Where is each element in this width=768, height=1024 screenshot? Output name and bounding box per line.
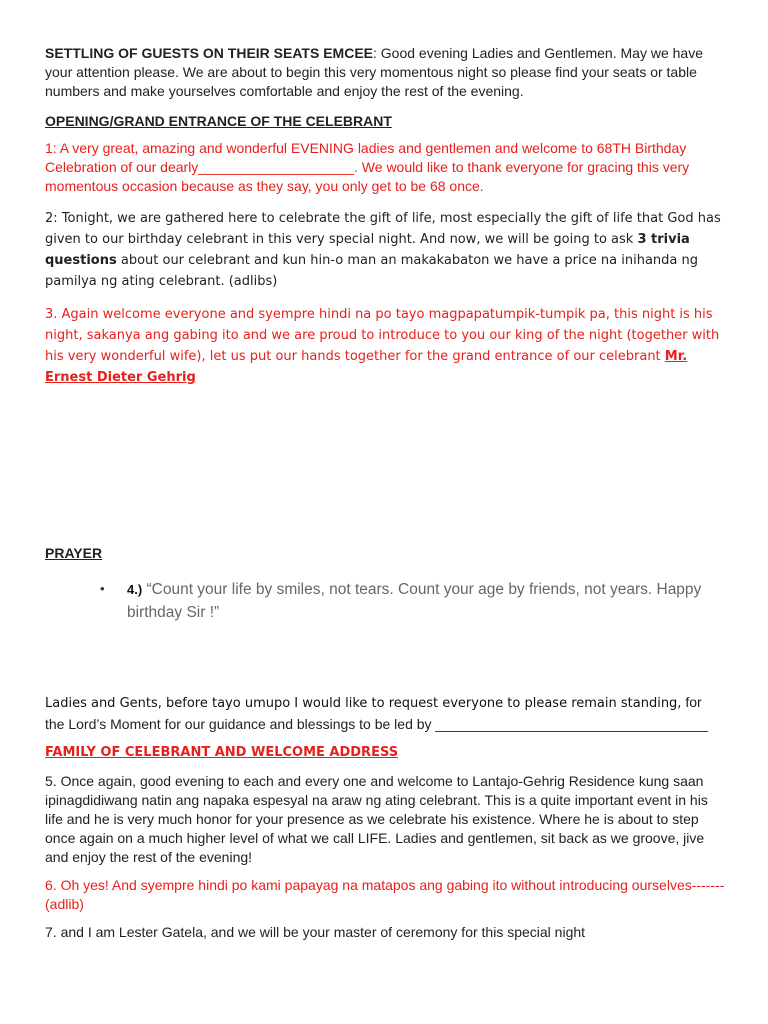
- ladies-and-gents-paragraph: [45, 692, 725, 736]
- settling-guests-heading: SETTLING OF GUESTS ON THEIR SEATS EMCEE: [45, 45, 373, 61]
- family-welcome-heading: FAMILY OF CELEBRANT AND WELCOME ADDRESS: [45, 745, 399, 760]
- paragraph-3: [45, 304, 725, 388]
- opening-entrance-heading: OPENING/GRAND ENTRANCE OF THE CELEBRANT: [45, 113, 392, 129]
- paragraph-2-number: 2:: [45, 211, 58, 226]
- birthday-quote: [100, 578, 724, 624]
- trivia-questions-emphasis: 3 trivia questions: [45, 232, 690, 268]
- paragraph-6: 6. Oh yes! And syempre hindi po kami papayag na matapos ang gabing ito without introducing ourselves-------(adlib): [45, 877, 725, 912]
- paragraph-7: 7. and I am Lester Gatela, and we will be your master of ceremony for this special night: [45, 924, 586, 940]
- paragraph-3-number: 3.: [45, 307, 58, 322]
- celebrant-name: Mr. Ernest Dieter Gehrig: [45, 349, 688, 385]
- paragraph-2-text-b: about our celebrant and kun hin-o man an makakabaton we have a price na inihanda ng pamilya ng ating celebrant. (adlibs): [45, 253, 698, 289]
- paragraph-2-text-a: Tonight, we are gathered here to celebrate the gift of life, most especially the gift of life that God has given to our birthday celebrant in this very special night. And now, we will be going to ask: [45, 211, 721, 247]
- settling-guests-paragraph: [45, 44, 725, 101]
- quote-text: [127, 578, 724, 624]
- bullet-icon: •: [100, 581, 105, 596]
- prayer-heading: PRAYER: [45, 545, 103, 561]
- quote-number: 4.): [127, 582, 143, 597]
- ladies-and-gents-lead: Ladies and Gents, before tayo umupo I would like to request everyone to please remain standing,: [45, 696, 682, 711]
- paragraph-2: [45, 208, 725, 292]
- paragraph-3-text: Again welcome everyone and syempre hindi na po tayo magpapatumpik-tumpik pa, this night is his night, sakanya ang gabing ito and we are proud to introduce to you our king of the night (together with his very wonderful wife), let us put our hands together for the grand entrance of our celebrant: [45, 307, 720, 364]
- ladies-and-gents-rest: for the Lord’s Moment for our guidance and blessings to be led by ___________________________________: [45, 694, 708, 732]
- quote-body: “Count your life by smiles, not tears. Count your age by friends, not years. Happy birthday Sir !”: [127, 581, 702, 621]
- paragraph-1: 1: A very great, amazing and wonderful EVENING ladies and gentlemen and welcome to 68TH Birthday Celebration of our dearly____________________. We would like to thank everyone for gracing this very momentous occasion because as they say, you only get to be 68 once.: [45, 140, 690, 194]
- paragraph-5: 5. Once again, good evening to each and every one and welcome to Lantajo-Gehrig Residence kung saan ipinagdidiwang natin ang napaka espesyal na araw ng ating celebrant. This is a quite important event in his life and he is very much honor for your presence as we celebrate his existence. Where he is about to step once again on a much higher level of what we call LIFE. Ladies and gentlemen, sit back as we groove, jive and enjoy the rest of the evening!: [45, 773, 708, 865]
- settling-guests-text: : Good evening Ladies and Gentlemen. May we have your attention please. We are about to begin this very momentous night so please find your seats or table numbers and make yourselves comfortable and enjoy the rest of the evening.: [45, 45, 703, 99]
